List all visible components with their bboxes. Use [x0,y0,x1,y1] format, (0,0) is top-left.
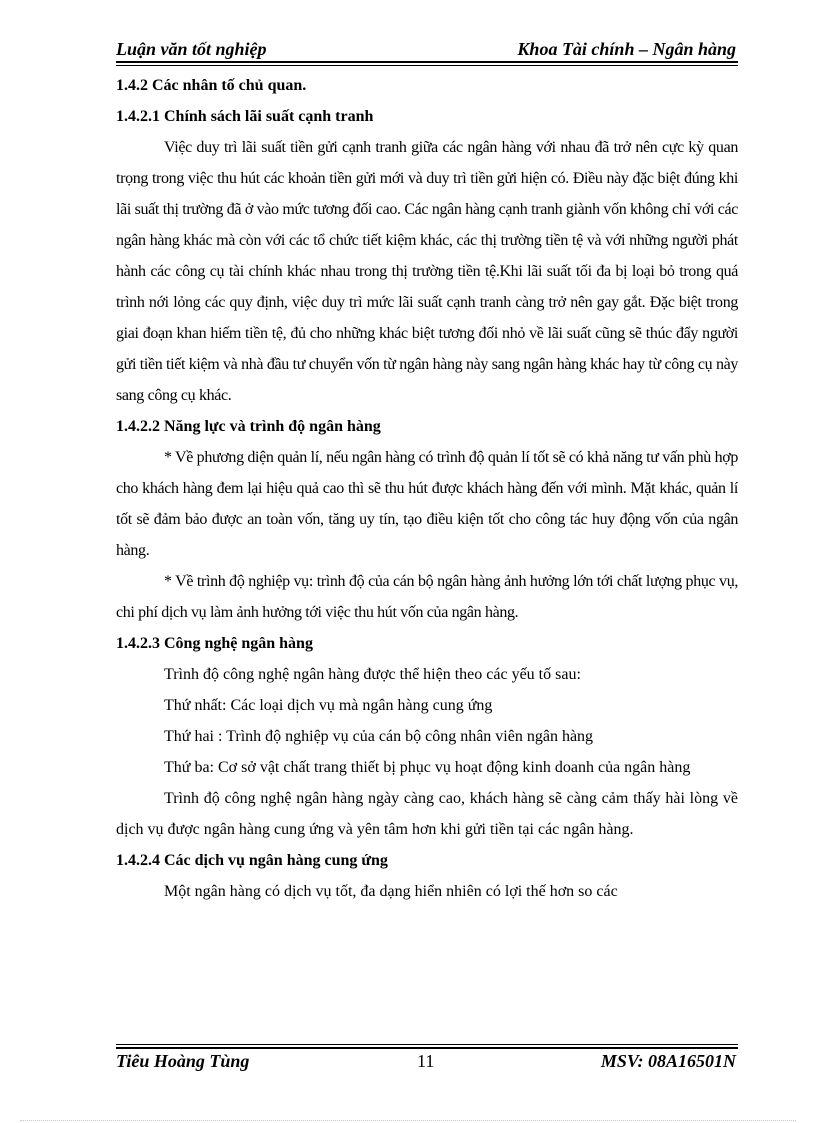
paragraph-services-start: Một ngân hàng có dịch vụ tốt, đa dạng hiển nhiên có lợi thế hơn so các [164,883,618,900]
header-rule-thin [116,65,738,66]
section-heading-1-4-2-1: 1.4.2.1 Chính sách lãi suất cạnh tranh [116,108,374,125]
header-rule [116,61,738,63]
section-heading-1-4-2-3: 1.4.2.3 Công nghệ ngân hàng [116,635,313,652]
section-heading-1-4-2-2: 1.4.2.2 Năng lực và trình độ ngân hàng [116,418,381,435]
page-number: 11 [417,1051,435,1071]
header-faculty-label: Khoa Tài chính – Ngân hàng [517,39,736,59]
header-thesis-label: Luận văn tốt nghiệp [116,39,267,59]
paragraph-tech-level: Trình độ công nghệ ngân hàng ngày càng cao, khách hàng sẽ càng cảm thấy hài lòng về dịch vụ được ngân hàng cung ứng và yên tâm hơn khi gửi tiền tại các ngân hàng. [116,790,738,838]
footer-student-id: MSV: 08A16501N [600,1051,736,1071]
footer-rule-thin [116,1044,738,1045]
page-body [116,70,738,907]
page-edge-divider [20,1120,796,1121]
section-heading-1-4-2-4: 1.4.2.4 Các dịch vụ ngân hàng cung ứng [116,852,388,869]
paragraph-management: * Về phương diện quản lí, nếu ngân hàng có trình độ quản lí tốt sẽ có khả năng tư vấn phù hợp cho khách hàng đem lại hiệu quả cao thì sẽ thu hút được khách hàng đến với mình. Mặt khác, quản lí tốt sẽ đảm bảo được an toàn vốn, tăng uy tín, tạo điều kiện tốt cho công tác huy động vốn của ngân hàng. [116,449,738,559]
paragraph-interest-rate: Việc duy trì lãi suất tiền gửi cạnh tranh giữa các ngân hàng với nhau đã trở nên cực kỳ quan trọng trong việc thu hút các khoản tiền gửi mới và duy trì tiền gửi hiện có. Điều này đặc biệt đúng khi lãi suất thị trường đã ở vào mức tương đối cao. Các ngân hàng cạnh tranh giành vốn không chỉ với các ngân hàng khác mà còn với các tổ chức tiết kiệm khác, các thị trường tiền tệ và với những người phát hành các công cụ tài chính khác nhau trong thị trường tiền tệ.Khi lãi suất tối đa bị loại bỏ trong quá trình nới lỏng các quy định, việc duy trì mức lãi suất cạnh tranh càng trở nên gay gắt. Đặc biệt trong giai đoạn khan hiếm tiền tệ, đủ cho những khác biệt tương đối nhỏ về lãi suất cũng sẽ thúc đẩy người gửi tiền tiết kiệm và nhà đầu tư chuyển vốn từ ngân hàng này sang ngân hàng khác hay từ công cụ này sang công cụ khác. [116,139,738,404]
tech-factor-second: Thứ hai : Trình độ nghiệp vụ của cán bộ công nhân viên ngân hàng [164,728,594,745]
tech-factor-third: Thứ ba: Cơ sở vật chất trang thiết bị phục vụ hoạt động kinh doanh của ngân hàng [164,759,691,776]
tech-factor-first: Thứ nhất: Các loại dịch vụ mà ngân hàng cung ứng [164,697,493,714]
footer-author: Tiêu Hoàng Tùng [116,1051,250,1071]
section-heading-1-4-2: 1.4.2 Các nhân tố chủ quan. [116,77,307,94]
paragraph-professional-skill: * Về trình độ nghiệp vụ: trình độ của cán bộ ngân hàng ảnh hưởng lớn tới chất lượng phục vụ, chi phí dịch vụ làm ảnh hưởng tới việc thu hút vốn của ngân hàng. [116,573,738,621]
tech-intro-line: Trình độ công nghệ ngân hàng được thể hiện theo các yếu tố sau: [164,666,581,683]
footer-rule [116,1047,738,1049]
